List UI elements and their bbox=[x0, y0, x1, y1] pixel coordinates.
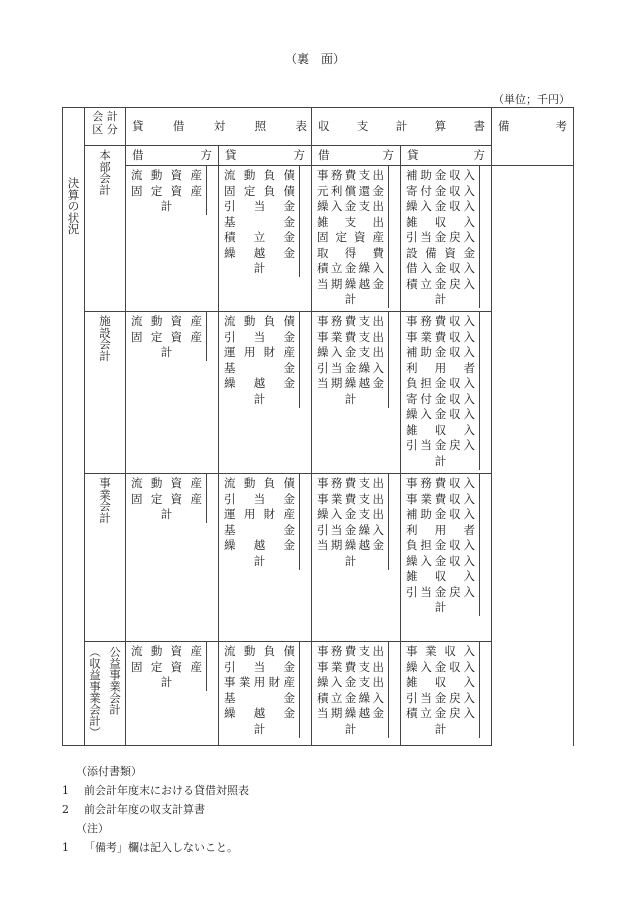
header-balance-sheet: 貸 借 対 照 表 bbox=[126, 108, 312, 146]
jigyo-bs-credit bbox=[219, 474, 312, 642]
account-item: 流 動 負 債 bbox=[224, 314, 295, 328]
account-item: 基 金 bbox=[224, 214, 295, 229]
jigyo-is-debit bbox=[312, 474, 401, 642]
attached-doc-item: 2 前会計年度の収支計算書 bbox=[62, 803, 205, 816]
attached-docs-title: （添付書類） bbox=[76, 765, 142, 778]
outer-label-cell bbox=[63, 108, 85, 746]
account-item: 雑 収 入 bbox=[406, 214, 475, 229]
shisetsu-bs-credit bbox=[219, 312, 312, 474]
account-item: 固 定 資 産 bbox=[131, 659, 202, 674]
account-item: 流 動 負 債 bbox=[224, 168, 295, 182]
account-item: 事 業 費 支 出 bbox=[317, 329, 384, 344]
total-label: 計 bbox=[344, 391, 357, 406]
account-item: 当 期 繰 越 金 bbox=[317, 706, 384, 720]
account-item: 固 定 資 産 bbox=[131, 183, 202, 198]
account-item: 雑 収 入 bbox=[406, 569, 475, 583]
account-item: 引 当 金 戻 入 bbox=[406, 584, 475, 599]
account-item: 雑 収 入 bbox=[406, 422, 475, 437]
account-item: 負 担 金 収 入 bbox=[406, 376, 475, 390]
account-item: 利 用 者 bbox=[406, 522, 475, 537]
account-item: 積 立 金 繰 入 bbox=[317, 690, 384, 705]
header-income-statement: 収 支 計 算 書 bbox=[312, 108, 492, 146]
account-item: 取 得 費 bbox=[317, 245, 384, 260]
account-item: 繰 入 金 支 出 bbox=[317, 345, 384, 359]
honbu-is-debit bbox=[312, 166, 401, 312]
koeki-bs-debit bbox=[126, 642, 219, 746]
unit-label: （単位；千円） bbox=[493, 93, 570, 106]
shisetsu-bs-debit bbox=[126, 312, 219, 474]
header-remarks: 備 考 bbox=[492, 108, 574, 166]
total-label: 計 bbox=[344, 721, 357, 736]
account-item: 寄 付 金 収 入 bbox=[406, 183, 475, 198]
account-item: 引 当 金 戻 入 bbox=[406, 438, 475, 452]
koeki-is-credit bbox=[401, 642, 492, 746]
total-label: 計 bbox=[344, 553, 357, 568]
note-item: 1 「備考」欄は記入しないこと。 bbox=[62, 841, 238, 854]
account-item: 雑 支 出 bbox=[317, 214, 384, 229]
total-label: 計 bbox=[160, 345, 173, 359]
account-item: 事 業 収 入 bbox=[406, 644, 475, 658]
total-label: 計 bbox=[160, 507, 173, 521]
section-label-honbu: 本 部 会 計 bbox=[85, 146, 126, 312]
total-label: 計 bbox=[253, 721, 266, 736]
account-item: 事 務 費 収 入 bbox=[406, 314, 475, 328]
account-item: 流 動 負 債 bbox=[224, 476, 295, 490]
honbu-bs-debit bbox=[126, 166, 219, 312]
account-item: 繰 入 金 支 出 bbox=[317, 199, 384, 213]
account-item: 事 務 費 支 出 bbox=[317, 168, 384, 182]
account-item: 繰 越 金 bbox=[224, 376, 295, 390]
account-item: 繰 越 金 bbox=[224, 706, 295, 720]
subheader-bs-credit: 貸 方 bbox=[219, 146, 312, 166]
account-item: 固 定 負 債 bbox=[224, 183, 295, 198]
account-item: 事 務 費 支 出 bbox=[317, 644, 384, 658]
total-label: 計 bbox=[253, 553, 266, 568]
account-item: 基 金 bbox=[224, 360, 295, 375]
account-item: 引 当 金 繰 入 bbox=[317, 360, 384, 375]
subheader-is-debit: 借 方 bbox=[312, 146, 401, 166]
subheader-is-credit: 貸 方 bbox=[401, 146, 492, 166]
account-item: 当 期 繰 越 金 bbox=[317, 276, 384, 291]
account-item: 流 動 資 産 bbox=[131, 314, 202, 328]
account-item: 引 当 金 bbox=[224, 659, 295, 674]
account-item: 繰 入 金 支 出 bbox=[317, 507, 384, 521]
header-kubun: 会 計 区 分 bbox=[85, 108, 126, 146]
account-item: 運 用 財 産 bbox=[224, 345, 295, 359]
account-item: 積 立 金 戻 入 bbox=[406, 276, 475, 291]
account-item: 負 担 金 収 入 bbox=[406, 538, 475, 552]
account-item: 繰 入 金 収 入 bbox=[406, 659, 475, 674]
account-item: 事 務 費 収 入 bbox=[406, 476, 475, 490]
account-item: 補 助 金 収 入 bbox=[406, 507, 475, 521]
remarks-body bbox=[492, 166, 574, 746]
account-item: 当 期 繰 越 金 bbox=[317, 376, 384, 390]
account-item: 繰 入 金 収 入 bbox=[406, 199, 475, 213]
section-label-paren: （収益事業会計） bbox=[88, 646, 102, 738]
subheader-bs-debit: 借 方 bbox=[126, 146, 219, 166]
account-item: 事 業 費 収 入 bbox=[406, 329, 475, 344]
total-label: 計 bbox=[434, 292, 447, 306]
account-item: 引 当 金 繰 入 bbox=[317, 522, 384, 537]
account-item: 借 入 金 収 入 bbox=[406, 261, 475, 275]
account-item: 補 助 金 収 入 bbox=[406, 345, 475, 359]
page-heading: （裏 面） bbox=[284, 52, 345, 66]
account-item: 補 助 金 収 入 bbox=[406, 168, 475, 182]
account-item: 引 当 金 bbox=[224, 491, 295, 506]
section-label-jigyo: 事 業 会 計 bbox=[85, 474, 126, 642]
account-item: 引 当 金 戻 入 bbox=[406, 690, 475, 705]
jigyo-bs-debit bbox=[126, 474, 219, 642]
account-item: 雑 収 入 bbox=[406, 675, 475, 689]
koeki-is-debit bbox=[312, 642, 401, 746]
total-label: 計 bbox=[434, 600, 447, 614]
account-item: 事 業 費 支 出 bbox=[317, 491, 384, 506]
account-item: 運 用 財 産 bbox=[224, 507, 295, 521]
account-item: 設 備 資 金 bbox=[406, 245, 475, 260]
total-label: 計 bbox=[434, 721, 447, 736]
account-item: 元 利 償 還 金 bbox=[317, 183, 384, 198]
account-item: 引 当 金 bbox=[224, 199, 295, 213]
account-item: 固 定 資 産 bbox=[317, 230, 384, 244]
account-item: 繰 越 金 bbox=[224, 245, 295, 260]
notes-section bbox=[62, 762, 249, 857]
total-label: 計 bbox=[344, 292, 357, 306]
honbu-is-credit bbox=[401, 166, 492, 312]
account-item: 事 業 用 財 産 bbox=[224, 675, 295, 689]
account-item: 流 動 資 産 bbox=[131, 168, 202, 182]
account-item: 引 当 金 bbox=[224, 329, 295, 344]
account-item: 固 定 資 産 bbox=[131, 491, 202, 506]
outer-label: 決 算 の 状 況 bbox=[67, 176, 80, 236]
account-item: 利 用 者 bbox=[406, 360, 475, 375]
account-item: 積 立 金 bbox=[224, 230, 295, 244]
attached-doc-item: 1 前会計年度末における貸借対照表 bbox=[62, 784, 249, 797]
account-item: 基 金 bbox=[224, 522, 295, 537]
account-item: 繰 越 金 bbox=[224, 538, 295, 552]
total-label: 計 bbox=[160, 199, 173, 213]
notes-title: （注） bbox=[76, 822, 109, 835]
total-label: 計 bbox=[434, 453, 447, 468]
account-item: 繰 入 金 支 出 bbox=[317, 675, 384, 689]
account-item: 繰 入 金 収 入 bbox=[406, 553, 475, 568]
account-item: 事 務 費 支 出 bbox=[317, 314, 384, 328]
account-item: 引 当 金 戻 入 bbox=[406, 230, 475, 244]
account-item: 積 立 金 戻 入 bbox=[406, 706, 475, 720]
section-label-vertical: 公益事業会計 bbox=[108, 646, 122, 715]
account-item: 流 動 負 債 bbox=[224, 644, 295, 658]
honbu-bs-credit bbox=[219, 166, 312, 312]
total-label: 計 bbox=[160, 675, 173, 689]
section-label-koeki bbox=[85, 642, 126, 746]
shisetsu-is-credit bbox=[401, 312, 492, 474]
account-item: 固 定 資 産 bbox=[131, 329, 202, 344]
account-item: 流 動 資 産 bbox=[131, 644, 202, 658]
account-item: 事 務 費 支 出 bbox=[317, 476, 384, 490]
account-item: 繰 入 金 収 入 bbox=[406, 407, 475, 421]
account-item: 事 業 費 収 入 bbox=[406, 491, 475, 506]
account-item: 事 業 費 支 出 bbox=[317, 659, 384, 674]
account-item: 基 金 bbox=[224, 690, 295, 705]
shisetsu-is-debit bbox=[312, 312, 401, 474]
account-item: 当 期 繰 越 金 bbox=[317, 538, 384, 552]
total-label: 計 bbox=[253, 391, 266, 406]
jigyo-is-credit bbox=[401, 474, 492, 642]
account-item: 積 立 金 繰 入 bbox=[317, 261, 384, 275]
account-item: 寄 付 金 収 入 bbox=[406, 391, 475, 406]
section-label-shisetsu: 施 設 会 計 bbox=[85, 312, 126, 474]
settlement-table bbox=[62, 107, 574, 746]
account-item: 流 動 資 産 bbox=[131, 476, 202, 490]
total-label: 計 bbox=[253, 261, 266, 275]
koeki-bs-credit bbox=[219, 642, 312, 746]
